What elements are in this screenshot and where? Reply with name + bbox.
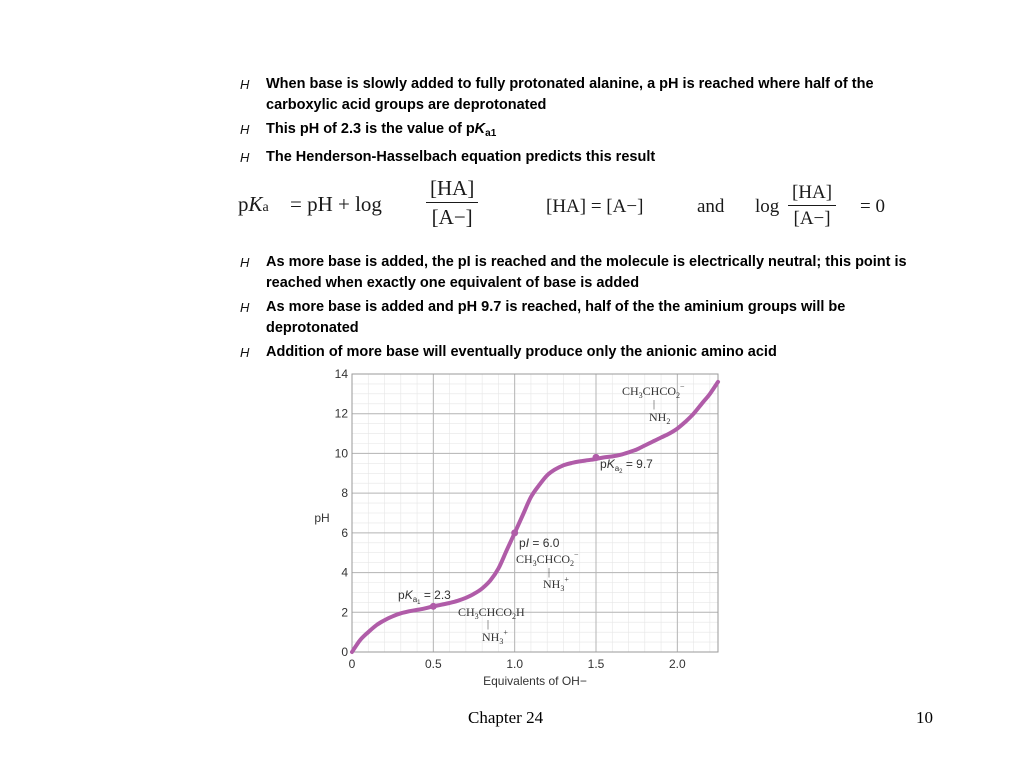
pi-label: pI = 6.0: [519, 536, 560, 550]
titration-point: [593, 454, 600, 461]
titration-point: [511, 529, 518, 536]
eq-a: a: [262, 200, 269, 215]
y-tick-label: 8: [341, 486, 348, 501]
structure-zwitterion-amine: $NH_3^+$: [543, 575, 569, 593]
structure-bond: |: [487, 619, 490, 630]
bullet-italic-k: K: [474, 121, 486, 137]
henderson-hasselbach-equation: [236, 172, 956, 242]
structure-cationic: $CH_3CHCO_2H$: [458, 605, 525, 621]
bullet-item: [240, 252, 940, 294]
bullet-item: [240, 119, 940, 144]
y-tick-label: 6: [341, 525, 348, 540]
fraction-denominator: [A−]: [793, 208, 831, 229]
bullet-marker-icon: H: [240, 255, 250, 270]
equation-condition: [HA] = [A−]: [546, 196, 644, 217]
equation-lhs: [238, 192, 269, 217]
structure-zwitterion: $CH_3CHCO_2^-$: [516, 550, 579, 568]
equation-equals-zero: = 0: [860, 196, 885, 217]
y-axis-label: pH: [314, 511, 330, 525]
x-tick-label: 1.0: [506, 657, 524, 671]
x-tick-label: 0.5: [424, 657, 442, 671]
equation-fraction: [426, 174, 478, 231]
eq-k: K: [248, 192, 263, 216]
eq-p: p: [238, 192, 249, 216]
x-tick-label: 0: [348, 657, 356, 671]
equation-log2: log: [755, 196, 780, 217]
titration-curve-chart: [300, 362, 730, 692]
structure-bond: |: [548, 567, 551, 578]
bullet-item: [240, 342, 940, 363]
bullet-marker-icon: H: [240, 122, 250, 137]
y-tick-label: 12: [334, 406, 348, 421]
x-tick-label: 1.5: [587, 657, 605, 671]
footer-page-number: 10: [916, 708, 933, 727]
y-tick-label: 2: [341, 605, 348, 620]
bullet-text: The Henderson-Hasselbach equation predicts this result: [266, 149, 656, 165]
bullet-text: When base is slowly added to fully protonated alanine, a pH is reached where half of the carboxylic acid groups are deprotonated: [266, 76, 874, 113]
bullet-marker-icon: H: [240, 150, 250, 165]
bullet-marker-icon: H: [240, 300, 250, 315]
structure-anionic-amine: $NH_2$: [649, 410, 671, 426]
pka1-label: $pK_a1 = 2.3$: [398, 588, 451, 606]
y-tick-label: 14: [334, 367, 348, 381]
tick-labels: [335, 367, 686, 671]
structure-cationic-amine: $NH_3^+$: [482, 628, 508, 646]
bullet-text: This pH of 2.3 is the value of p: [266, 121, 475, 137]
structure-anionic: $CH_3CHCO_2^-$: [622, 382, 685, 400]
bullet-subscript: a1: [485, 128, 497, 139]
structure-bond: |: [653, 399, 656, 410]
y-tick-label: 10: [334, 446, 348, 461]
bullet-item: [240, 297, 940, 339]
fraction-denominator: [A−]: [431, 205, 473, 229]
bullet-marker-icon: H: [240, 345, 250, 360]
equation-fraction-2: [788, 180, 836, 231]
bullet-marker-icon: H: [240, 77, 250, 92]
bullet-item: [240, 74, 940, 116]
titration-point: [430, 603, 437, 610]
equation-middle: = pH + log: [290, 192, 382, 216]
pka2-label: $pK_a2 = 9.7$: [600, 457, 653, 475]
x-tick-label: 2.0: [668, 657, 686, 671]
footer-chapter: Chapter 24: [468, 708, 544, 727]
equation-and: and: [697, 196, 725, 217]
y-tick-label: 4: [341, 565, 348, 580]
x-axis-label: Equivalents of OH−: [483, 674, 587, 688]
fraction-numerator: [HA]: [788, 180, 836, 206]
bullet-list-bottom: [240, 252, 940, 366]
bullet-text: As more base is added and pH 9.7 is reached, half of the the aminium groups will be deprotonated: [266, 299, 846, 336]
bullet-list-top: [240, 74, 940, 171]
bullet-text: As more base is added, the pI is reached and the molecule is electrically neutral; this point is reached when exactly one equivalent of base is added: [266, 254, 907, 291]
y-tick-label: 0: [341, 645, 348, 659]
bullet-text: Addition of more base will eventually produce only the anionic amino acid: [266, 344, 777, 360]
bullet-item: [240, 147, 940, 168]
fraction-numerator: [HA]: [426, 174, 478, 203]
